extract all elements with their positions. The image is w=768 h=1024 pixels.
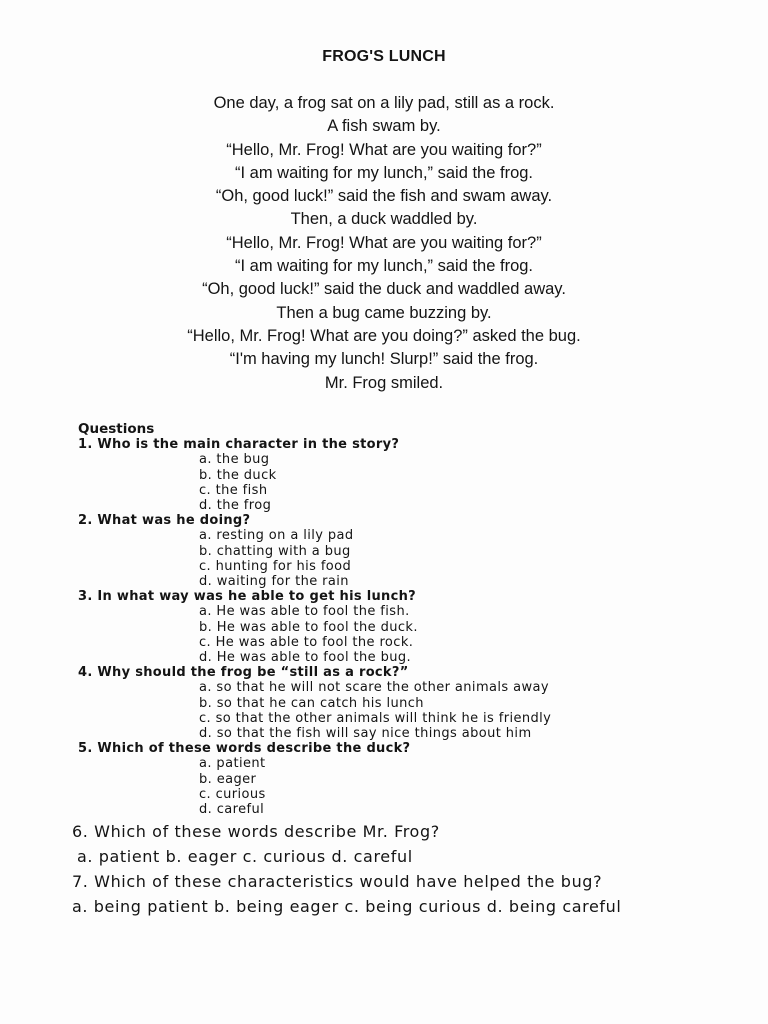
- story-line: “Oh, good luck!” said the fish and swam away.: [215, 187, 553, 206]
- questions-heading: Questions: [78, 421, 155, 437]
- answer-option: d. He was able to fool the bug.: [199, 650, 412, 666]
- story-line: “I am waiting for my lunch,” said the frog.: [234, 163, 534, 182]
- question-text: 4. Why should the frog be “still as a rock?”: [78, 665, 409, 681]
- answer-options: [78, 680, 758, 741]
- questions-section: [78, 422, 758, 817]
- answer-option: b. He was able to fool the duck.: [199, 619, 418, 635]
- answer-option: d. careful: [199, 802, 265, 818]
- answer-option: b. chatting with a bug: [199, 543, 351, 559]
- story-text: [0, 92, 768, 395]
- answer-options: [78, 604, 758, 665]
- answer-option: c. hunting for his food: [199, 558, 352, 574]
- answer-option: d. so that the fish will say nice things about him: [199, 726, 532, 742]
- answer-option: a. the bug: [199, 452, 270, 468]
- question-text: 3. In what way was he able to get his lunch?: [78, 589, 416, 605]
- question-7-text: 7. Which of these characteristics would have helped the bug?: [72, 872, 603, 891]
- question-6-text: 6. Which of these words describe Mr. Frog?: [72, 822, 440, 841]
- story-line: Mr. Frog smiled.: [324, 373, 444, 392]
- story-line: “I am waiting for my lunch,” said the frog.: [234, 257, 534, 276]
- answer-option: c. so that the other animals will think he is friendly: [199, 710, 552, 726]
- story-line: Then a bug came buzzing by.: [276, 303, 492, 322]
- story-line: “Hello, Mr. Frog! What are you doing?” asked the bug.: [187, 326, 581, 345]
- answer-option: d. the frog: [199, 498, 272, 514]
- story-line: “Hello, Mr. Frog! What are you waiting for?”: [226, 233, 542, 252]
- question-7-answers: a. being patient b. being eager c. being curious d. being careful: [72, 897, 622, 916]
- answer-option: a. so that he will not scare the other animals away: [199, 680, 549, 696]
- answer-option: a. patient: [199, 756, 266, 772]
- extra-questions-section: [72, 819, 762, 919]
- story-line: One day, a frog sat on a lily pad, still as a rock.: [213, 94, 555, 112]
- answer-option: c. He was able to fool the rock.: [199, 634, 414, 650]
- answer-option: a. He was able to fool the fish.: [199, 604, 410, 620]
- answer-option: b. the duck: [199, 467, 277, 483]
- answer-option: a. resting on a lily pad: [199, 528, 354, 544]
- question-5: [78, 741, 758, 817]
- story-line: “I'm having my lunch! Slurp!” said the frog.: [229, 350, 539, 369]
- answer-option: c. the fish: [199, 482, 268, 498]
- answer-option: d. waiting for the rain: [199, 574, 349, 590]
- story-line: “Oh, good luck!” said the duck and waddled away.: [202, 280, 566, 299]
- story-line: A fish swam by.: [327, 117, 441, 136]
- question-text: 1. Who is the main character in the story?: [78, 437, 400, 453]
- answer-option: b. so that he can catch his lunch: [199, 695, 424, 711]
- story-line: “Hello, Mr. Frog! What are you waiting for?”: [226, 140, 542, 159]
- question-3: [78, 589, 758, 665]
- answer-options: [78, 756, 758, 817]
- question-6-answers: a. patient b. eager c. curious d. careful: [77, 847, 413, 866]
- answer-options: [78, 528, 758, 589]
- story-title: FROG'S LUNCH: [322, 48, 446, 65]
- question-1: [78, 437, 758, 513]
- answer-option: c. curious: [199, 786, 266, 802]
- question-2: [78, 513, 758, 589]
- question-text: 2. What was he doing?: [78, 513, 251, 529]
- answer-option: b. eager: [199, 771, 257, 787]
- story-line: Then, a duck waddled by.: [290, 210, 478, 229]
- question-text: 5. Which of these words describe the duck?: [78, 741, 411, 757]
- question-4: [78, 665, 758, 741]
- answer-options: [78, 452, 758, 513]
